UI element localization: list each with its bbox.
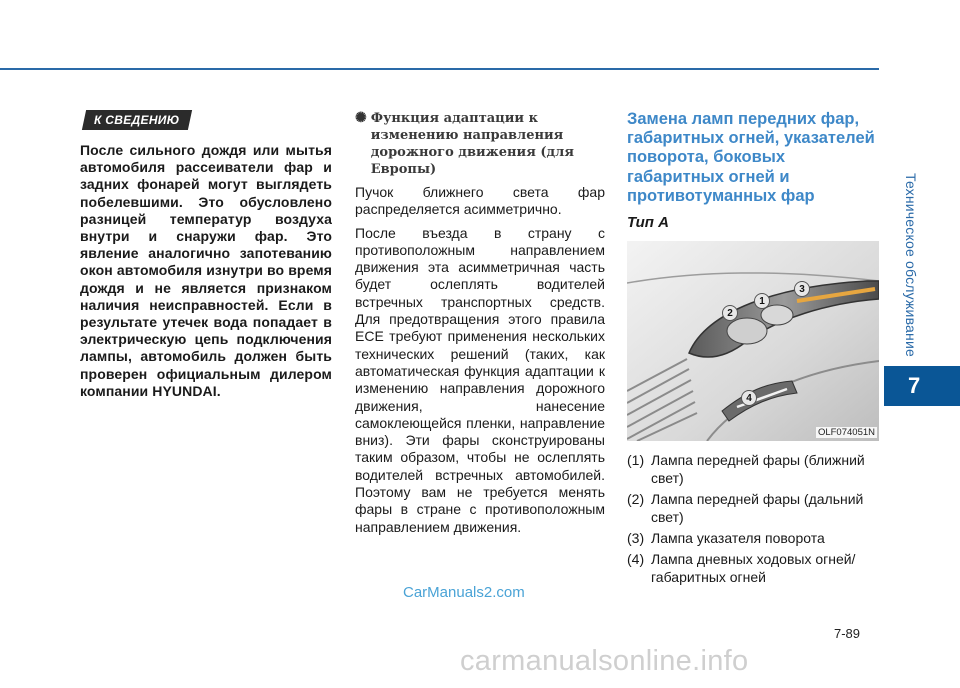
section-side-title bbox=[896, 170, 926, 360]
adaptation-heading bbox=[355, 110, 605, 178]
replacement-column bbox=[627, 110, 879, 589]
chapter-tab bbox=[884, 366, 960, 406]
caution-column bbox=[80, 110, 332, 400]
type-label: Тип A bbox=[627, 214, 669, 232]
list-item-text: Лампа указателя поворота bbox=[651, 530, 825, 547]
callout-3: 3 bbox=[794, 281, 810, 297]
replacement-title: Замена ламп передних фар, габаритных огней, указателей поворота, боковых габаритных огней и противотуманных фар bbox=[627, 110, 875, 205]
list-item bbox=[627, 529, 879, 547]
list-item-number: (2) bbox=[627, 491, 645, 508]
headlamp-illustration bbox=[627, 241, 879, 441]
list-item-text: Лампа дневных ходовых огней/габаритных огней bbox=[651, 551, 856, 586]
adaptation-paragraph-1: Пучок ближнего света фар распределяется асимметрично. bbox=[355, 184, 605, 218]
carmanuals-watermark[interactable]: CarManuals2.com bbox=[403, 584, 525, 601]
list-item-number: (3) bbox=[627, 530, 645, 547]
headlamp-figure bbox=[627, 241, 879, 441]
adaptation-column bbox=[355, 110, 605, 542]
star-icon: ✺ bbox=[355, 110, 367, 126]
header-rule bbox=[0, 68, 879, 70]
list-item bbox=[627, 550, 879, 586]
list-item bbox=[627, 451, 879, 487]
site-watermark: carmanualsonline.info bbox=[460, 645, 749, 677]
caution-badge-label: К СВЕДЕНИЮ bbox=[94, 113, 180, 127]
page-number: 7-89 bbox=[834, 626, 861, 641]
section-side-title-text: Техническое обслуживание bbox=[903, 173, 919, 357]
list-item-number: (1) bbox=[627, 452, 645, 469]
list-item-number: (4) bbox=[627, 551, 645, 568]
adaptation-title: Функция адаптации к изменению направления дорожного движения (для Европы) bbox=[370, 111, 574, 177]
callout-4: 4 bbox=[741, 390, 757, 406]
callout-2: 2 bbox=[722, 305, 738, 321]
chapter-number: 7 bbox=[908, 373, 921, 398]
adaptation-paragraph-2: После въезда в страну с противоположным направлением движения эта асимметричная часть будет ослеплять водителей встречных транспортных средств. Для предотвращения этого правила ECE требуют применения нескольких технических решений (таких, как автоматическая функция адаптации к изменению направления дорожного движения, нанесение самоклеющейся пленки, направление вниз). Эти фары сконструированы таким образом, чтобы не ослеплять водителей встречных автомобилей. Поэтому вам не требуется менять фары в стране с противоположным направлением движения. bbox=[355, 224, 605, 535]
caution-badge bbox=[82, 110, 192, 130]
list-item-text: Лампа передней фары (дальний свет) bbox=[651, 491, 864, 526]
figure-code: OLF074051N bbox=[817, 427, 875, 439]
list-item-text: Лампа передней фары (ближний свет) bbox=[651, 452, 865, 487]
list-item bbox=[627, 490, 879, 526]
parts-list bbox=[627, 451, 879, 586]
caution-text: После сильного дождя или мытья автомобиля рассеиватели фар и задних фонарей могут выглядеть побелевшими. Это обусловлено разницей температур воздуха внутри и снаружи фар. Это явление аналогично запотеванию окон автомобиля изнутри во время дождя и не является признаком наличия неисправностей. Если в результате утечек вода попадает в электрическую цепь подключения лампы, автомобиль должен быть проверен официальным дилером компании HYUNDAI. bbox=[80, 142, 332, 399]
callout-1: 1 bbox=[754, 293, 770, 309]
